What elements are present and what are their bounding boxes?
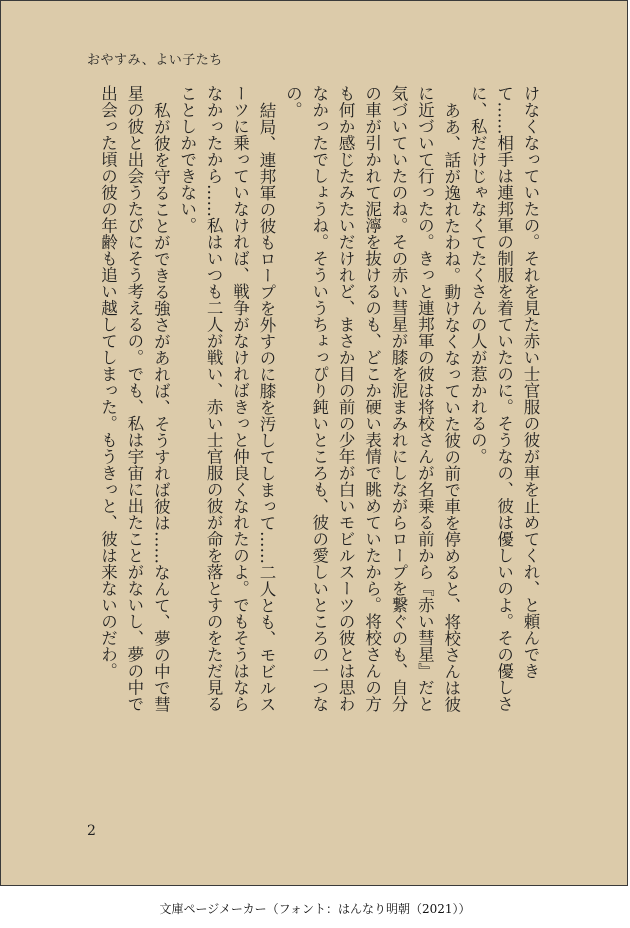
vertical-body-text bbox=[87, 85, 543, 725]
running-header-title: おやすみ、よい子たち bbox=[87, 53, 223, 68]
footer-caption: 文庫ページメーカー（フォント：はんなり明朝（2021）） bbox=[159, 902, 471, 916]
paragraph: けなくなっていたの。それを見た赤い士官服の彼が車を止めてくれ、と頼んできて……相手は連邦軍の制服を着ていたのに。そうなの、彼は優しいのよ。その優しさに、私だけじゃなくてたくさんの人が惹かれるの。 bbox=[468, 85, 540, 712]
paragraph: ああ、話が逸れたわね。動けなくなっていた彼の前で車を停めると、将校さんは彼に近づいて行ったの。きっと連邦軍の彼は将校さんが名乗る前から『赤い彗星』だと気づいていたのね。その赤い彗星が膝を泥まみれにしながらロープを繋ぐのも、自分の車が引かれて泥濘を抜けるのも、どこか硬い表情で眺めていたから。将校さんの方も何か感じたみたいだけれど、まさか目の前の少年が白いモビルスーツの彼とは思わなかったでしょうね。そういうちょっぴり鈍いところも、彼の愛しいところの一つなの。 bbox=[283, 85, 461, 712]
paragraph: 結局、連邦軍の彼もロープを外すのに膝を汚してしまって……二人とも、モビルスーツに乗っていなければ、戦争がなければきっと仲良くなれたのよ。でもそうはならなかったから……私はいつも二人が戦い、赤い士官服の彼が命を落とすのをただ見ることしかできない。 bbox=[177, 85, 276, 712]
paragraph: 私が彼を守ることができる強さがあれば、そうすれば彼は……なんて、夢の中で彗星の彼と出会うたびにそう考えるの。でも、私は宇宙に出たことがないし、夢の中で出会った頃の彼の年齢も追い越してしまった。もうきっと、彼は来ないのだわ。 bbox=[98, 85, 171, 712]
page-number: 2 bbox=[87, 823, 96, 839]
